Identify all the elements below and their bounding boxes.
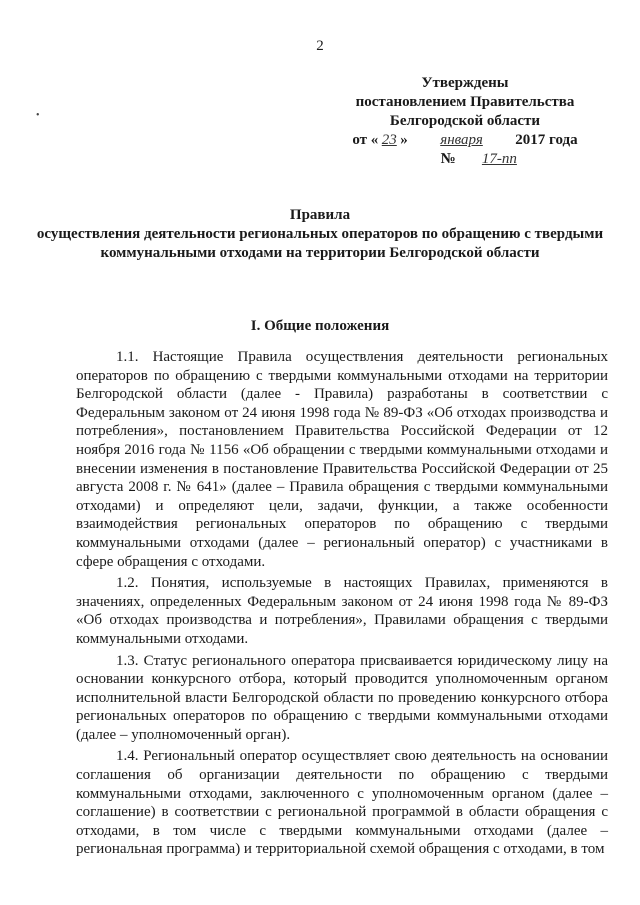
paragraph-1-4: 1.4. Региональный оператор осуществляет свою деятельность на основании соглашения об организации деятельности по обращению с твердыми коммунальными отходами, заключенного с уполномоченным органом (далее – соглашение) в соответствии с региональной программой в области обращения с отходами, в том числе с твердыми коммунальными отходами (далее – региональная программа) и территориальной схемой обращения с отходами, в том: [76, 748, 608, 858]
approval-number-line: [330, 150, 600, 169]
approval-line-1: Утверждены: [421, 75, 509, 91]
document-title: [30, 206, 610, 263]
date-mid: »: [400, 132, 408, 148]
date-suffix: 2017 года: [515, 132, 578, 148]
date-day: 23: [381, 132, 397, 148]
paragraph-1-1: 1.1. Настоящие Правила осуществления деятельности региональных операторов по обращению с твердыми коммунальными отходами на территории Белгородской области (далее - Правила) разработаны в соответствии с Федеральным законом от 24 июня 1998 года № 89-ФЗ «Об отходах производства и потребления», постановлением Правительства Российской Федерации от 12 ноября 2016 года № 1156 «Об обращении с твердыми коммунальными отходами и внесении изменения в постановление Правительства Российской Федерации от 25 августа 2008 г. № 641» (далее – Правила обращения с твердыми коммунальными отходами) и определяют цели, задачи, функции, а также особенности взаимодействия региональных операторов по обращению с твердыми коммунальными отходами (далее – региональный оператор) с участниками в сфере обращения с отходами.: [76, 349, 608, 570]
approval-block: [330, 74, 600, 169]
paragraph-1-3: 1.3. Статус регионального оператора присваивается юридическому лицу на основании конкурсного отбора, который проводится уполномоченным органом исполнительной власти Белгородской области по проведению конкурсного отбора региональных операторов по обращению с твердыми коммунальными отходами (далее – уполномоченный орган).: [76, 652, 608, 743]
scan-speck: •: [36, 110, 40, 121]
date-month: января: [440, 132, 483, 148]
number-prefix: №: [440, 151, 456, 167]
paragraph-1-2: 1.2. Понятия, используемые в настоящих Правилах, применяются в значениях, определенных Федеральным законом от 24 июня 1998 года № 89-ФЗ «Об отходах производства и потребления», Правилами обращения с твердыми коммунальными отходами.: [76, 575, 608, 647]
title-line-1: Правила: [289, 207, 351, 223]
approval-line-2: постановлением Правительства: [355, 94, 575, 110]
approval-line-3: Белгородской области: [389, 113, 541, 129]
number-value: 17-пп: [481, 151, 517, 167]
page-number: 2: [316, 38, 324, 54]
section-heading: I. Общие положения: [250, 318, 390, 334]
body-text: [76, 348, 608, 862]
title-line-2: осуществления деятельности региональных операторов по обращению с твердыми коммунальными отходами на территории Белгородской области: [36, 226, 604, 261]
date-prefix: от «: [352, 132, 379, 148]
approval-date-line: [330, 131, 600, 150]
